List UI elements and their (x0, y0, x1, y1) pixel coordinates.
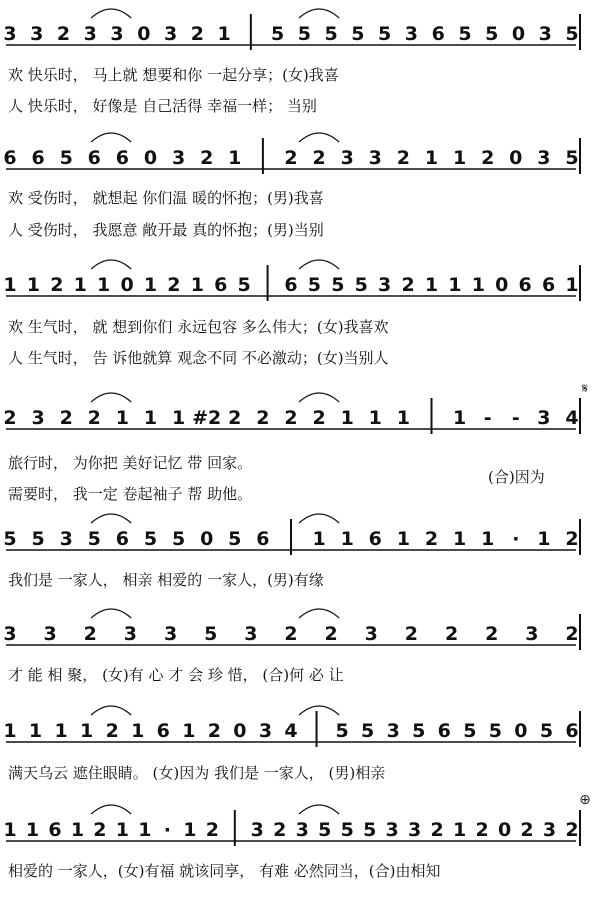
slur-arc (299, 706, 339, 715)
note: 3 (537, 147, 551, 169)
note: 0 (514, 720, 528, 742)
note: 3 (538, 23, 552, 45)
note: 1 (131, 720, 145, 742)
note: 6 (518, 274, 532, 296)
note: 3 (542, 819, 557, 841)
note: 1 (138, 819, 152, 841)
note: 0 (509, 147, 523, 169)
note: 5 (485, 23, 499, 45)
note: 0 (120, 274, 134, 296)
note: 2 (50, 274, 64, 296)
note: 1 (396, 407, 411, 429)
lyric-line-8-1: 相爱的 一家人，(女)有福 就该同享， 有难 必然同当，(合)由相知 (8, 862, 441, 880)
slur-arc (91, 133, 131, 142)
lyric-line-5-1: 我们是 一家人， 相亲 相爱的 一家人，(男)有缘 (8, 571, 324, 589)
note: 1 (217, 23, 231, 45)
coda-icon: ⊕ (579, 792, 591, 808)
note: 5 (363, 819, 377, 841)
note: 5 (539, 720, 554, 742)
note: 3 (123, 623, 138, 645)
note: 2 (56, 23, 71, 45)
note: 1 (452, 147, 467, 169)
note: 2 (430, 819, 444, 841)
slur-arc (91, 260, 131, 269)
note: 3 (364, 623, 378, 645)
note: 2 (284, 147, 298, 169)
note: 3 (30, 23, 44, 45)
note: 3 (386, 720, 400, 742)
note: · (163, 819, 171, 841)
note: - (483, 407, 492, 429)
lyric-line-4-2: 需要时， 我一定 卷起袖子 帮 助他。 (8, 485, 253, 503)
slur-arc (91, 609, 131, 618)
slur-arc (299, 393, 339, 402)
note: 6 (48, 819, 62, 841)
note: 5 (3, 528, 17, 550)
note: 4 (565, 407, 579, 429)
note: 1 (340, 407, 354, 429)
note: 2 (284, 623, 298, 645)
note: 3 (43, 623, 57, 645)
note: 2 (520, 819, 534, 841)
slur-arc (91, 393, 131, 402)
note: 1 (452, 407, 467, 429)
note: 6 (565, 720, 579, 742)
note: 5 (361, 720, 375, 742)
note: 2 (205, 819, 219, 841)
lyric-line-2-2: 人 受伤时， 我愿意 敞开最 真的怀抱；(男)当别 (8, 221, 324, 239)
note: 2 (207, 720, 221, 742)
note: - (511, 407, 520, 429)
note: 5 (271, 23, 285, 45)
lyric-line-3-2: 人 生气时， 告 诉他就算 观念不同 不必激动；(女)当别人 (8, 349, 389, 367)
note: 1 (471, 274, 485, 296)
note: 2 (273, 819, 287, 841)
note: 6 (31, 147, 45, 169)
note: 2 (200, 147, 214, 169)
note: 2 (424, 528, 439, 550)
note: 5 (565, 147, 579, 169)
note: 3 (3, 23, 17, 45)
note: 4 (284, 720, 298, 742)
note: 2 (83, 623, 97, 645)
note: 1 (565, 274, 579, 296)
note: 2 (87, 407, 101, 429)
segno-icon: 𝄋 (581, 381, 589, 397)
note: 1 (25, 819, 40, 841)
note: 1 (143, 407, 158, 429)
note: 2 (284, 407, 298, 429)
note: 3 (3, 623, 17, 645)
note: 0 (233, 720, 247, 742)
note: 3 (163, 23, 178, 45)
note: 1 (312, 528, 326, 550)
note: 5 (354, 274, 368, 296)
note: 1 (3, 720, 17, 742)
note: 2 (404, 623, 419, 645)
note: 2 (565, 819, 579, 841)
note: 3 (244, 623, 258, 645)
note: 0 (511, 23, 526, 45)
note: 5 (237, 274, 251, 296)
note: 1 (452, 528, 467, 550)
note: 1 (228, 147, 242, 169)
note: 2 (228, 407, 242, 429)
note: 6 (541, 274, 556, 296)
note: 3 (404, 23, 419, 45)
note: 1 (28, 720, 43, 742)
note: 1 (73, 274, 87, 296)
note: 1 (481, 528, 495, 550)
note: 1 (80, 720, 94, 742)
lyric-line-1-2: 人 快乐时， 好像是 自己活得 幸福一样； 当别 (8, 97, 317, 115)
note: #2 (192, 407, 222, 429)
note: 2 (93, 819, 107, 841)
note: 2 (190, 23, 204, 45)
note: 5 (412, 720, 426, 742)
slur-arc (299, 9, 339, 18)
note: 0 (143, 147, 158, 169)
note: 1 (143, 274, 158, 296)
note: 6 (284, 274, 298, 296)
note: 6 (437, 720, 451, 742)
note: 1 (190, 274, 204, 296)
slur-arc (299, 260, 339, 269)
note: 5 (318, 819, 332, 841)
slur-arc (91, 706, 131, 715)
note: 5 (488, 720, 502, 742)
slur-arc (91, 9, 131, 18)
note-row-5 (3, 514, 580, 555)
note: 2 (481, 147, 495, 169)
note: 3 (525, 623, 539, 645)
note: 6 (156, 720, 170, 742)
note: 1 (424, 147, 439, 169)
note: 5 (340, 819, 354, 841)
note-row-3 (3, 260, 580, 301)
note: 6 (368, 528, 382, 550)
note: 1 (54, 720, 68, 742)
note: 5 (331, 274, 345, 296)
note: 6 (115, 147, 130, 169)
note: 3 (110, 23, 124, 45)
note: 1 (115, 819, 130, 841)
note: 3 (408, 819, 422, 841)
note: 3 (250, 819, 264, 841)
note: 5 (204, 623, 218, 645)
note: 2 (444, 623, 459, 645)
note: 0 (200, 528, 214, 550)
note: 5 (31, 528, 45, 550)
note: 3 (171, 147, 186, 169)
note: 0 (495, 274, 509, 296)
lyric-line-4-1: 旅行时， 为你把 美好记忆 带 回家。 (8, 454, 253, 472)
note: 2 (475, 819, 489, 841)
note: 3 (537, 407, 551, 429)
note: 5 (143, 528, 158, 550)
note: 1 (3, 274, 17, 296)
note: 1 (97, 274, 111, 296)
note: 6 (3, 147, 17, 169)
note: 1 (115, 407, 130, 429)
note: 2 (485, 623, 499, 645)
note: 1 (448, 274, 462, 296)
note: 3 (258, 720, 273, 742)
note: 2 (324, 623, 338, 645)
note: 5 (307, 274, 322, 296)
note: 1 (26, 274, 41, 296)
note: 5 (565, 23, 579, 45)
note: 5 (335, 720, 349, 742)
note: 2 (565, 528, 579, 550)
note: 2 (312, 407, 326, 429)
note: 2 (396, 147, 411, 169)
lyric-line-1-1: 欢 快乐时， 马上就 想要和你 一起分享；(女)我喜 (8, 66, 339, 84)
note: 2 (167, 274, 181, 296)
note: 3 (368, 147, 382, 169)
note: 2 (401, 274, 415, 296)
note: 6 (256, 528, 270, 550)
note: 5 (228, 528, 242, 550)
lyric-line-6-1: 才 能 相 聚， (女)有 心 才 会 珍 惜， (合)何 必 让 (8, 666, 344, 684)
slur-arc (299, 514, 339, 523)
note: 6 (214, 274, 228, 296)
note: 1 (537, 528, 551, 550)
slur-arc (299, 805, 339, 814)
note: 5 (458, 23, 472, 45)
slur-arc (299, 609, 339, 618)
note: 1 (3, 819, 17, 841)
note: 3 (83, 23, 97, 45)
note: 1 (183, 819, 197, 841)
note: 5 (171, 528, 186, 550)
note-row-2 (3, 133, 580, 174)
lyric-line-7-1: 满天乌云 遮住眼睛。 (女)因为 我们是 一家人， (男)相亲 (8, 764, 386, 782)
lyric-line-3-1: 欢 生气时， 就 想到你们 永远包容 多么伟大；(女)我喜欢 (8, 318, 389, 336)
note-row-4 (3, 393, 580, 434)
note: 5 (378, 23, 392, 45)
note-row-1 (3, 9, 580, 50)
slur-arc (299, 133, 339, 142)
note: 1 (340, 528, 354, 550)
note: 3 (385, 819, 399, 841)
note: 5 (351, 23, 365, 45)
note: 1 (396, 528, 411, 550)
note: 6 (115, 528, 130, 550)
note: 1 (424, 274, 439, 296)
note: 1 (368, 407, 382, 429)
note-row-7 (3, 706, 580, 747)
slur-arc (91, 514, 131, 523)
note: 5 (324, 23, 338, 45)
note: 2 (565, 623, 579, 645)
note: 5 (297, 23, 311, 45)
note: 2 (256, 407, 270, 429)
note: 0 (137, 23, 151, 45)
note: 6 (431, 23, 445, 45)
staff-layer (3, 9, 580, 846)
note: 2 (3, 407, 17, 429)
note: 1 (452, 819, 467, 841)
note: · (512, 528, 520, 550)
note: 1 (182, 720, 196, 742)
note: 5 (87, 528, 101, 550)
note-row-6 (3, 609, 580, 650)
note: 3 (59, 528, 73, 550)
note: 5 (59, 147, 73, 169)
note: 3 (340, 147, 354, 169)
note: 1 (171, 407, 186, 429)
note: 3 (163, 623, 178, 645)
note: 0 (497, 819, 512, 841)
note: 2 (312, 147, 326, 169)
note-row-8 (3, 805, 580, 846)
note: 5 (463, 720, 477, 742)
note: 2 (105, 720, 119, 742)
slur-arc (91, 805, 131, 814)
note: 1 (70, 819, 85, 841)
note: 3 (378, 274, 392, 296)
note: 6 (87, 147, 101, 169)
note: 2 (59, 407, 73, 429)
lyric-line-2-1: 欢 受伤时， 就想起 你们温 暖的怀抱；(男)我喜 (8, 189, 324, 207)
note: 3 (295, 819, 309, 841)
note: 3 (31, 407, 45, 429)
chorus-cue: (合)因为 (488, 468, 545, 486)
